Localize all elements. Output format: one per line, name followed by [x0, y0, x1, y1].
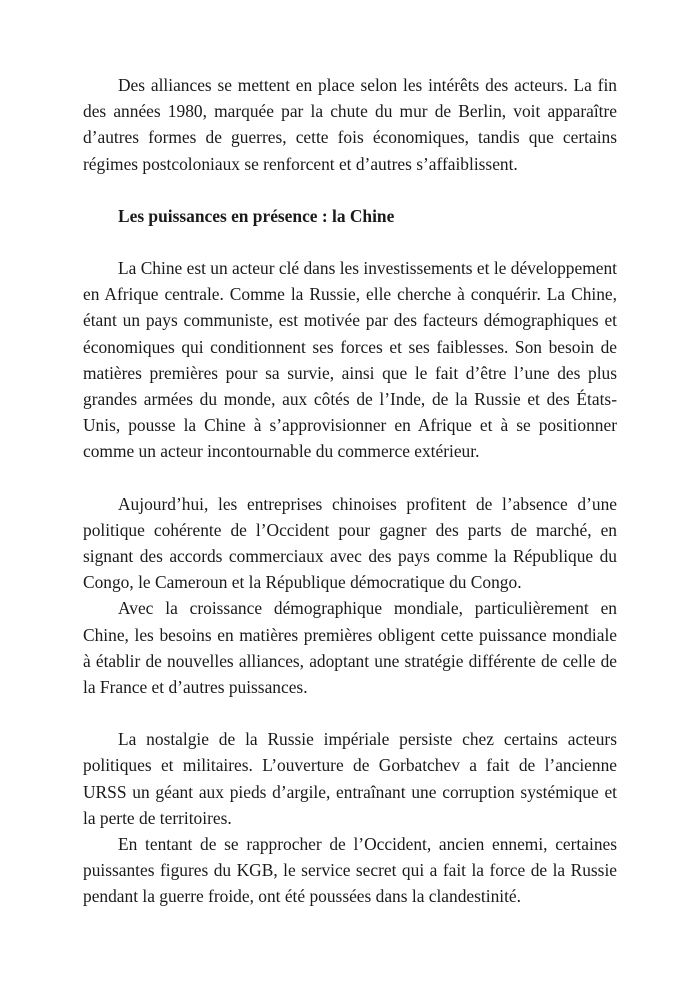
document-page — [83, 72, 617, 910]
paragraph-china-actor: La Chine est un acteur clé dans les investissements et le développement en Afrique centrale. Comme la Russie, elle cherche à conquérir. La Chine, étant un pays communiste, est motivée par des facteurs démographiques et économiques qui conditionnent ses forces et ses faiblesses. Son besoin de matières premières pour sa survie, ainsi que le fait d’être l’une des plus grandes armées du monde, aux côtés de l’Inde, de la Russie et des États-Unis, pousse la Chine à s’approvisionner en Afrique et à se positionner comme un acteur incontournable du commerce extérieur. — [83, 258, 617, 462]
paragraph-russia-nostalgia: La nostalgie de la Russie impériale persiste chez certains acteurs politiques et militaires. L’ouverture de Gorbatchev a fait de l’ancienne URSS un géant aux pieds d’argile, entraînant une corruption systémique et la perte de territoires. — [83, 729, 617, 828]
paragraph-demographic-growth: Avec la croissance démographique mondiale, particulièrement en Chine, les besoins en matières premières obligent cette puissance mondiale à établir de nouvelles alliances, adoptant une stratégie différente de celle de la France et d’autres puissances. — [83, 598, 617, 698]
paragraph-alliances: Des alliances se mettent en place selon les intérêts des acteurs. La fin des années 1980, marquée par la chute du mur de Berlin, voit apparaître d’autres formes de guerres, cette fois économiques, tandis que certains régimes postcoloniaux se renforcent et d’autres s’affaiblissent. — [83, 75, 617, 174]
paragraph-kgb: En tentant de se rapprocher de l’Occident, ancien ennemi, certaines puissantes figures du KGB, le service secret qui a fait la force de la Russie pendant la guerre froide, ont été poussées dans la clandestinité. — [83, 834, 617, 907]
paragraph-chinese-companies: Aujourd’hui, les entreprises chinoises profitent de l’absence d’une politique cohérente de l’Occident pour gagner des parts de marché, en signant des accords commerciaux avec des pays comme la République du Congo, le Cameroun et la République démocratique du Congo. — [83, 493, 617, 593]
section-heading-china: Les puissances en présence : la Chine — [118, 205, 395, 226]
